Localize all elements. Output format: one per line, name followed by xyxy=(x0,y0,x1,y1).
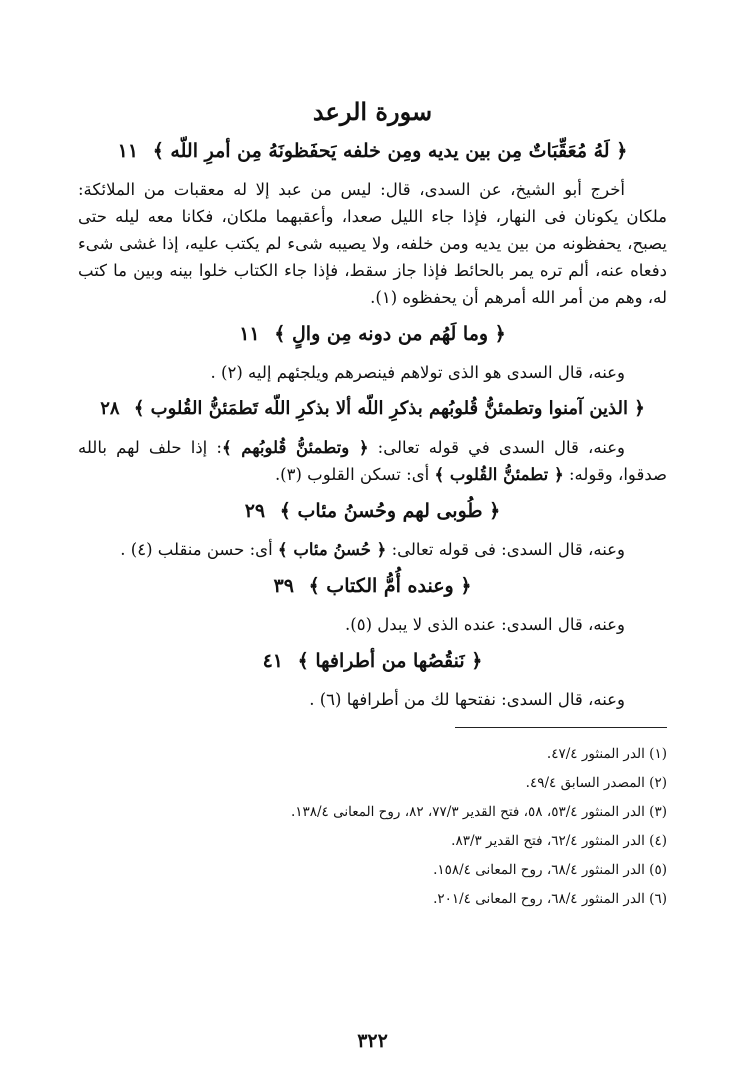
commentary-paragraph: وعنه، قال السدى هو الذى تولاهم فينصرهم ويلجئهم إليه (٢) . xyxy=(210,363,625,382)
footnote: (٦) الدر المنثور ٦٨/٤، روح المعانى ٢٠١/٤. xyxy=(433,891,667,907)
verse-text: ﴿ لَهُ مُعَقِّبَاتٌ مِن بين يديه ومِن خلفه يَحفَظونَهُ مِن أمرِ اللّه ﴾ xyxy=(152,140,628,162)
verse-text: ﴿ طُوبى لهم وحُسنُ مئاب ﴾ xyxy=(279,500,501,522)
verse-number: ٤١ xyxy=(262,650,283,672)
commentary-text: : إذا حلف لهم بالله صدقوا، وقوله: xyxy=(78,438,667,484)
verse-text: ﴿ وعنده أُمُّ الكتاب ﴾ xyxy=(308,575,472,597)
page-number: ٣٢٢ xyxy=(357,1030,388,1052)
commentary-paragraph: وعنه، قال السدى: عنده الذى لا يبدل (٥). xyxy=(345,615,625,634)
verse-number: ٣٩ xyxy=(273,575,294,597)
commentary-paragraph xyxy=(78,434,667,488)
surah-title: سورة الرعد xyxy=(312,97,433,126)
verse-text: ﴿ وما لَهُم من دونه مِن والٍ ﴾ xyxy=(274,323,506,345)
footnote: (٤) الدر المنثور ٦٢/٤، فتح القدير ٨٣/٣. xyxy=(451,833,667,849)
verse-number: ١١ xyxy=(117,140,139,162)
commentary-text: أى: حسن منقلب (٤) . xyxy=(120,540,278,559)
footnote: (٣) الدر المنثور ٥٣/٤، ٥٨، فتح القدير ٧٧/٣، ٨٢، روح المعانى ١٣٨/٤. xyxy=(290,804,667,820)
verse-heading xyxy=(78,571,667,601)
commentary-paragraph: وعنه، قال السدى: نفتحها لك من أطرافها (٦) . xyxy=(309,690,625,709)
verse-heading xyxy=(78,136,667,166)
quoted-verse: ﴿ تطمئنُّ القُلوب ﴾ xyxy=(434,465,564,484)
footnotes xyxy=(78,740,667,914)
footnote: (٥) الدر المنثور ٦٨/٤، روح المعانى ١٥٨/٤. xyxy=(433,862,667,878)
footnote: (٢) المصدر السابق ٤٩/٤. xyxy=(525,775,667,791)
footnote-divider xyxy=(455,727,667,728)
verse-heading xyxy=(78,496,667,526)
verse-text: ﴿ نَنقُصُها من أطرافها ﴾ xyxy=(297,650,483,672)
verse-heading xyxy=(78,319,667,349)
quoted-verse: ﴿ وتطمئنُّ قُلوبُهم ﴾ xyxy=(221,438,369,457)
verse-number: ١١ xyxy=(239,323,260,345)
verse-text: ﴿ الذين آمنوا وتطمئنُّ قُلوبُهم بذكرِ اللّه ألا بذكرِ اللّه تَطمَئنُّ القُلوب ﴾ xyxy=(133,398,645,419)
quoted-verse: ﴿ حُسنُ مئاب ﴾ xyxy=(277,540,387,559)
commentary-text: وعنه، قال السدى في قوله تعالى: xyxy=(368,438,626,457)
verse-heading xyxy=(78,646,667,676)
verse-number: ٢٨ xyxy=(100,398,120,419)
footnote: (١) الدر المنثور ٤٧/٤. xyxy=(546,746,667,762)
verse-heading xyxy=(78,394,667,424)
commentary-text: أى: تسكن القلوب (٣). xyxy=(274,465,435,484)
commentary-paragraph xyxy=(78,536,667,563)
commentary-paragraph: أخرج أبو الشيخ، عن السدى، قال: ليس من عبد إلا له معقبات من الملائكة: ملكان يكونان فى النهار، فإذا جاء الليل صعدا، وأعقبهما ملكان، فكانا معه ليله حتى يصبح، يحفظونه من بين يديه ومن خلفه، ولا يصيبه شىء لم يكتب عليه، إذا غشى شىء دفعاه عنه، ألم تره يمر بالحائط فإذا جاز سقط، فإذا جاء الكتاب خلوا بينه وبين ما كتب له، وهم من أمر الله أمرهم أن يحفظوه (١). xyxy=(78,180,667,307)
verse-number: ٢٩ xyxy=(244,500,266,522)
commentary-text: وعنه، قال السدى: فى قوله تعالى: xyxy=(386,540,625,559)
